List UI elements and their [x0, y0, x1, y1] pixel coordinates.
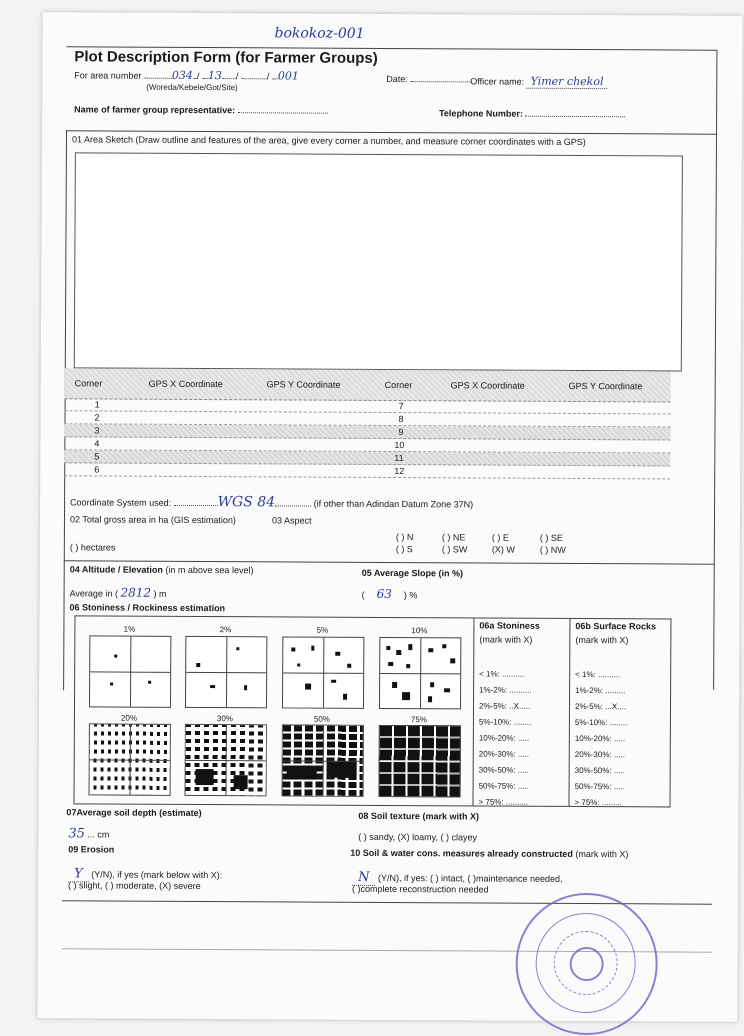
coord-system-field	[70, 493, 473, 511]
stone-label-1: 1%	[123, 624, 136, 634]
stone-square-30	[185, 724, 267, 796]
coord-system-value: WGS 84	[217, 494, 276, 511]
coord-system-suffix: (if other than Adindan Datum Zone 37N)	[313, 498, 474, 510]
aspect-sw[interactable]: ( ) SW	[441, 544, 468, 555]
soil-depth-unit: ... cm	[87, 829, 110, 840]
official-stamp	[515, 893, 658, 1036]
aspect-n[interactable]: ( ) N	[395, 532, 414, 543]
surface-rocks-subtitle: (mark with X)	[575, 634, 629, 646]
corner-number: 2	[94, 412, 100, 423]
section06-label: 06 Stoniness / Rockiness estimation	[69, 602, 226, 614]
swc-reconstruction[interactable]: ( )complete reconstruction needed	[352, 883, 489, 895]
corner-number: 9	[398, 427, 404, 438]
corner-number: 10	[394, 440, 405, 451]
surface-rocks-option[interactable]: 10%-20%: .....	[574, 733, 626, 744]
aspect-e[interactable]: ( ) E	[491, 532, 509, 543]
stone-square-1	[89, 635, 171, 707]
stoniness-subtitle: (mark with X)	[479, 634, 533, 645]
gps-header-y-right: GPS Y Coordinate	[568, 380, 643, 392]
gps-header-corner-right: Corner	[384, 379, 413, 391]
altitude-value: 2812	[120, 585, 152, 600]
aspect-options	[396, 532, 636, 559]
stoniness-option[interactable]: 30%-50%: .....	[478, 765, 529, 775]
stoniness-option[interactable]: 1%-2%: ..........	[479, 685, 532, 695]
representative-field	[74, 104, 328, 115]
stoniness-option[interactable]: 10%-20%: .....	[478, 733, 530, 743]
aspect-w[interactable]: (X) W	[491, 544, 515, 555]
stone-square-75	[379, 725, 461, 797]
stone-label-10: 10%	[411, 626, 428, 636]
stone-square-10	[379, 637, 461, 709]
gps-header-y-left: GPS Y Coordinate	[266, 379, 341, 390]
soil-texture-options[interactable]: ( ) sandy, (X) loamy, ( ) clayey	[358, 831, 478, 843]
surface-rocks-option[interactable]: < 1%: ..........	[575, 669, 621, 680]
erosion-yn-text: (Y/N), if yes (mark below with X):	[91, 869, 223, 881]
officer-field	[470, 74, 607, 88]
area-number-row: For area number 034 / 13 / / 001	[74, 68, 299, 83]
stoniness-option[interactable]: 20%-30%: .....	[478, 749, 530, 759]
officer-value: Yimer chekol	[527, 75, 608, 89]
stoniness-option[interactable]: 50%-75%: .....	[478, 781, 529, 791]
soil-depth-value: 35	[68, 826, 85, 842]
section10-suffix: (mark with X)	[575, 848, 629, 860]
gps-header-corner-left: Corner	[74, 378, 103, 389]
date-label: Date:	[386, 73, 408, 85]
altitude-field[interactable]	[70, 585, 167, 600]
area-number-sublabel: (Woreda/Kebele/Got/Site)	[146, 82, 238, 93]
corner-number: 3	[94, 425, 100, 436]
surface-rocks-option[interactable]: > 75%: .........	[574, 797, 622, 808]
corner-number: 6	[94, 464, 100, 475]
site-value: 001	[277, 69, 299, 83]
surface-rocks-option[interactable]: 20%-30%: .....	[574, 749, 626, 760]
corner-number: 5	[94, 451, 100, 462]
gps-header-x-right: GPS X Coordinate	[450, 380, 525, 391]
hectares-field[interactable]: ( ) hectares	[69, 542, 116, 553]
got-value	[241, 78, 267, 79]
aspect-nw[interactable]: ( ) NW	[539, 544, 566, 555]
stone-square-50	[282, 724, 364, 796]
corner-number: 8	[398, 414, 404, 425]
surface-rocks-title: 06b Surface Rocks	[575, 620, 657, 632]
form-id-handwritten: bokokoz-001	[274, 25, 365, 42]
stoniness-option-selected[interactable]: 2%-5%: ..X.....	[478, 701, 531, 711]
area-number-label: For area number	[74, 70, 142, 81]
officer-label: Officer name:	[470, 76, 525, 87]
slope-unit: ) %	[403, 590, 418, 601]
section04-row	[70, 564, 254, 575]
section04-unit: (in m above sea level)	[165, 564, 254, 576]
area-sketch-box[interactable]	[74, 152, 683, 371]
gps-header-x-left: GPS X Coordinate	[148, 378, 223, 390]
aspect-s[interactable]: ( ) S	[395, 544, 413, 555]
swc-yn-text: (Y/N), if yes: ( ) intact, ( )maintenance needed,	[377, 872, 563, 884]
altitude-unit: ) m	[153, 588, 167, 599]
stone-label-2: 2%	[219, 625, 232, 635]
surface-rocks-option-selected[interactable]: 2%-5%: ...X....	[574, 701, 627, 712]
stoniness-option[interactable]: 5%-10%: ........	[478, 717, 532, 727]
corner-number: 1	[94, 399, 100, 410]
surface-rocks-option[interactable]: 30%-50%: .....	[574, 765, 625, 776]
average-label: Average in (	[69, 588, 118, 599]
soil-depth-field[interactable]	[68, 826, 109, 841]
coord-system-label: Coordinate System used:	[70, 497, 172, 508]
gps-row-6[interactable]	[64, 463, 670, 479]
slope-field[interactable]: ( 63 ) %	[361, 586, 418, 602]
erosion-yn-value: Y	[68, 866, 89, 882]
aspect-ne[interactable]: ( ) NE	[441, 532, 466, 543]
surface-rocks-option[interactable]: 1%-2%: .........	[575, 685, 626, 696]
date-field	[386, 74, 470, 84]
surface-rocks-option[interactable]: 50%-75%: .....	[574, 781, 625, 792]
stone-square-2	[185, 636, 267, 708]
section10-label: 10 Soil & water cons. measures already constructed	[350, 847, 573, 859]
surface-rocks-options	[574, 667, 627, 811]
swc-yn-value: N	[352, 870, 375, 886]
section05-label: 05 Average Slope (in %)	[361, 567, 464, 579]
section01-label: 01 Area Sketch (Draw outline and features of the area, give every corner a number, and measure corner coordinates with a GPS)	[71, 134, 586, 148]
stone-label-50: 50%	[313, 714, 330, 724]
corner-number: 4	[94, 438, 100, 449]
surface-rocks-option[interactable]: 5%-10%: ........	[574, 717, 628, 728]
stone-square-5	[282, 636, 364, 708]
section02-label: 02 Total gross area in ha (GIS estimation)	[69, 514, 236, 526]
section03-label: 03 Aspect	[271, 515, 312, 526]
telephone-field	[439, 108, 625, 119]
section10-row	[350, 848, 628, 859]
section07-label: 07Average soil depth (estimate)	[66, 807, 202, 819]
stone-label-30: 30%	[216, 714, 233, 724]
slope-value: 63	[376, 586, 392, 602]
form-title: Plot Description Form (for Farmer Groups)	[74, 48, 378, 67]
stoniness-title: 06a Stoniness	[479, 620, 540, 631]
stone-label-75: 75%	[410, 715, 427, 725]
kebele-value: 13	[207, 69, 222, 83]
section04-label: 04 Altitude / Elevation	[69, 564, 163, 575]
stone-label-20: 20%	[120, 713, 137, 723]
corner-number: 12	[394, 466, 405, 477]
telephone-label: Telephone Number:	[439, 108, 523, 119]
representative-label: Name of farmer group representative:	[74, 104, 236, 116]
erosion-levels[interactable]: ( ) slight, ( ) moderate, (X) severe	[68, 880, 201, 892]
stoniness-option[interactable]: < 1%: ..........	[479, 669, 525, 679]
aspect-se[interactable]: ( ) SE	[539, 532, 563, 543]
stone-label-5: 5%	[316, 625, 329, 635]
woreda-value: 034	[171, 68, 193, 82]
corner-number: 11	[394, 453, 404, 464]
gps-table	[64, 368, 671, 501]
corner-number: 7	[398, 401, 404, 412]
section08-label: 08 Soil texture (mark with X)	[358, 810, 480, 822]
stoniness-option[interactable]: > 75%: ..........	[478, 797, 529, 807]
stoniness-options	[478, 666, 531, 810]
section09-label: 09 Erosion	[68, 844, 115, 855]
form-page	[37, 12, 742, 1022]
stone-square-20	[89, 723, 171, 795]
